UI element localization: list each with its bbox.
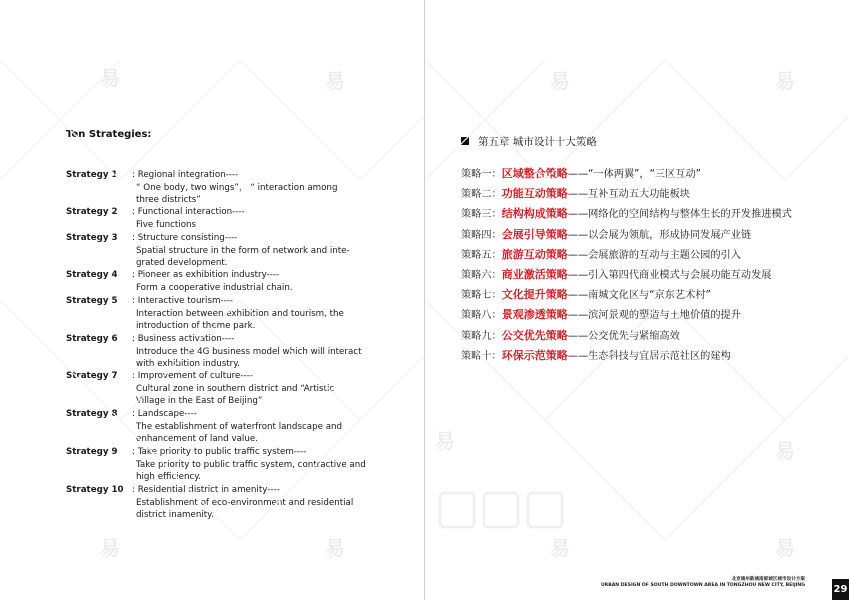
strategy-number: 策略九： xyxy=(461,330,502,342)
square-bullet-icon xyxy=(461,137,469,145)
strategy-keyword: 公交优先策略 xyxy=(501,328,568,342)
strategy-number: 策略四： xyxy=(461,229,502,241)
watermark-glyph: 易 xyxy=(435,429,455,453)
chinese-strategy-item xyxy=(461,327,792,347)
strategy-heading xyxy=(66,232,411,245)
strategy-block xyxy=(66,333,411,371)
strategy-description: ——网络化的空间结构与整体生长的开发推进模式 xyxy=(567,209,792,221)
chinese-strategy-item xyxy=(461,306,792,326)
chinese-strategy-item xyxy=(461,266,792,286)
strategy-description-line: with exhibition industry. xyxy=(136,359,240,370)
strategy-number: 策略八： xyxy=(461,310,502,322)
strategy-label: Strategy 1 xyxy=(66,170,118,180)
strategy-description: ——公交优先与紧缩高效 xyxy=(567,330,680,342)
strategy-heading xyxy=(66,295,411,308)
strategy-block xyxy=(66,408,411,446)
strategy-head-text: : Business activation---- xyxy=(132,334,235,344)
strategy-description-line: The establishment of waterfront landscape and xyxy=(136,421,343,432)
watermark-glyph: 易 xyxy=(325,69,345,93)
watermark-glyph: 易 xyxy=(100,66,120,90)
strategy-head-text: : Regional integration---- xyxy=(132,170,239,180)
strategy-description: ——南城文化区与“京东艺术村” xyxy=(567,290,711,302)
chinese-strategy-item xyxy=(461,185,792,205)
chinese-strategy-list xyxy=(461,165,792,367)
footer-english: URBAN DESIGN OF SOUTH DOWNTOWN AREA IN TONGZHOU NEW CITY, BEIJING xyxy=(600,583,805,588)
english-title: Ten Strategies: xyxy=(66,129,152,140)
left-page xyxy=(0,0,424,600)
strategy-description: ——滨河景观的塑造与土地价值的提升 xyxy=(567,310,741,322)
strategy-number: 策略一： xyxy=(461,169,502,180)
strategy-block xyxy=(66,269,411,294)
strategy-label: Strategy 5 xyxy=(66,296,118,306)
strategy-description-line: Five functions xyxy=(136,219,197,230)
strategy-description-line: enhancement of land value. xyxy=(136,434,258,445)
strategy-head-text: : Pioneer as exhibition industry---- xyxy=(132,270,280,280)
strategy-description: ——以会展为领航，形成协同发展产业链 xyxy=(567,229,752,241)
chinese-strategy-item xyxy=(461,165,792,185)
chapter-title-text: 第五章 城市设计十大策略 xyxy=(478,136,597,148)
strategy-heading xyxy=(66,333,411,346)
chinese-strategy-item xyxy=(461,226,792,246)
strategy-description: ——互补互动五大功能板块 xyxy=(567,189,690,201)
strategy-heading xyxy=(66,408,411,421)
strategy-head-text: : Take priority to public traffic system---- xyxy=(132,447,307,457)
strategy-description-line: Spatial structure in the form of network and inte- xyxy=(136,245,350,256)
strategy-head-text: : Functional interaction---- xyxy=(132,207,245,217)
strategy-heading xyxy=(66,446,411,459)
strategy-block xyxy=(66,370,411,408)
watermark-glyph: 易 xyxy=(550,69,570,93)
chinese-strategy-item xyxy=(461,205,792,225)
strategy-head-text: : Landscape---- xyxy=(132,409,197,419)
strategy-keyword: 商业激活策略 xyxy=(501,267,568,281)
footer-chinese: 北京通州新城南部城区城市设计方案 xyxy=(731,577,805,582)
strategy-block xyxy=(66,295,411,333)
chinese-chapter-title xyxy=(461,134,597,149)
strategy-description-line: introduction of theme park. xyxy=(136,321,256,332)
strategy-keyword: 文化提升策略 xyxy=(501,288,568,302)
watermark-glyph: 易 xyxy=(775,69,795,93)
strategy-block xyxy=(66,232,411,270)
strategy-description-line: Take priority to public traffic system, contractive and xyxy=(136,459,366,470)
watermark-glyph: 易 xyxy=(325,536,345,560)
strategy-heading xyxy=(66,269,411,282)
strategy-number: 策略五： xyxy=(461,249,502,261)
strategy-description-line: grated development. xyxy=(136,258,228,269)
strategy-label: Strategy 10 xyxy=(66,485,124,495)
strategy-keyword: 功能互动策略 xyxy=(501,187,568,201)
strategy-head-text: : Interactive tourism---- xyxy=(132,296,233,306)
strategy-description: ——生态科技与宜居示范社区的建构 xyxy=(567,350,731,362)
strategy-heading xyxy=(66,206,411,219)
strategy-description-line: district inamenity. xyxy=(136,510,214,521)
strategy-description-line: “ One body, two wings”， “ interaction among xyxy=(136,182,338,193)
strategy-description-line: Cultural zone in southern district and “Artistic xyxy=(136,383,335,394)
strategy-block xyxy=(66,169,411,207)
watermark-glyph: 易 xyxy=(775,536,795,560)
strategy-number: 策略十： xyxy=(461,350,502,362)
strategy-heading xyxy=(66,169,411,182)
strategy-keyword: 旅游互动策略 xyxy=(501,247,568,261)
strategy-block xyxy=(66,206,411,231)
strategy-number: 策略二： xyxy=(461,189,502,201)
strategy-number: 策略三： xyxy=(461,209,502,221)
strategy-label: Strategy 7 xyxy=(66,371,118,381)
strategy-head-text: : Improvement of culture---- xyxy=(132,371,253,381)
strategy-description-line: three districts” xyxy=(136,195,201,206)
strategy-label: Strategy 4 xyxy=(66,270,118,280)
page-footer xyxy=(601,577,805,589)
watermark-glyph: 易 xyxy=(100,536,120,560)
watermark-glyph: 易 xyxy=(775,439,795,463)
strategy-number: 策略七： xyxy=(461,290,502,302)
strategy-label: Strategy 3 xyxy=(66,233,118,243)
strategy-description: ——会展旅游的互动与主题公园的引入 xyxy=(567,249,741,261)
chinese-strategy-item xyxy=(461,286,792,306)
strategy-keyword: 环保示范策略 xyxy=(501,348,568,362)
strategy-description: ——引入第四代商业模式与会展功能互动发展 xyxy=(567,269,772,281)
page-number: 29 xyxy=(832,579,849,600)
strategy-label: Strategy 6 xyxy=(66,334,118,344)
strategy-block xyxy=(66,484,411,522)
strategy-keyword: 会展引导策略 xyxy=(501,227,568,241)
strategy-heading xyxy=(66,484,411,497)
strategy-description-line: high efficiency. xyxy=(136,472,201,483)
strategy-head-text: : Residential district in amenity---- xyxy=(132,485,280,495)
strategy-head-text: : Structure consisting---- xyxy=(132,233,238,243)
chinese-strategy-item xyxy=(461,246,792,266)
strategy-keyword: 区域整合策略 xyxy=(501,167,568,180)
strategy-label: Strategy 9 xyxy=(66,447,118,457)
watermark-glyph: 易 xyxy=(550,536,570,560)
strategy-description-line: Form a cooperative industrial chain. xyxy=(136,282,293,293)
strategy-label: Strategy 2 xyxy=(66,207,118,217)
strategy-keyword: 结构构成策略 xyxy=(501,207,568,221)
strategy-description-line: Introduce the 4G business model which will interact xyxy=(136,346,362,357)
strategy-description-line: Interaction between exhibition and tourism, the xyxy=(136,308,344,319)
strategy-description-line: Establishment of eco-environment and residential xyxy=(136,497,354,508)
strategy-heading xyxy=(66,370,411,383)
strategy-keyword: 景观渗透策略 xyxy=(501,308,568,322)
chinese-strategy-item xyxy=(461,347,792,367)
strategy-block xyxy=(66,446,411,484)
strategy-description-line: Village in the East of Beijing” xyxy=(136,396,263,407)
strategy-description: ——“一体两翼”，“三区互动” xyxy=(567,169,701,180)
strategy-label: Strategy 8 xyxy=(66,409,118,419)
strategy-number: 策略六： xyxy=(461,269,502,281)
